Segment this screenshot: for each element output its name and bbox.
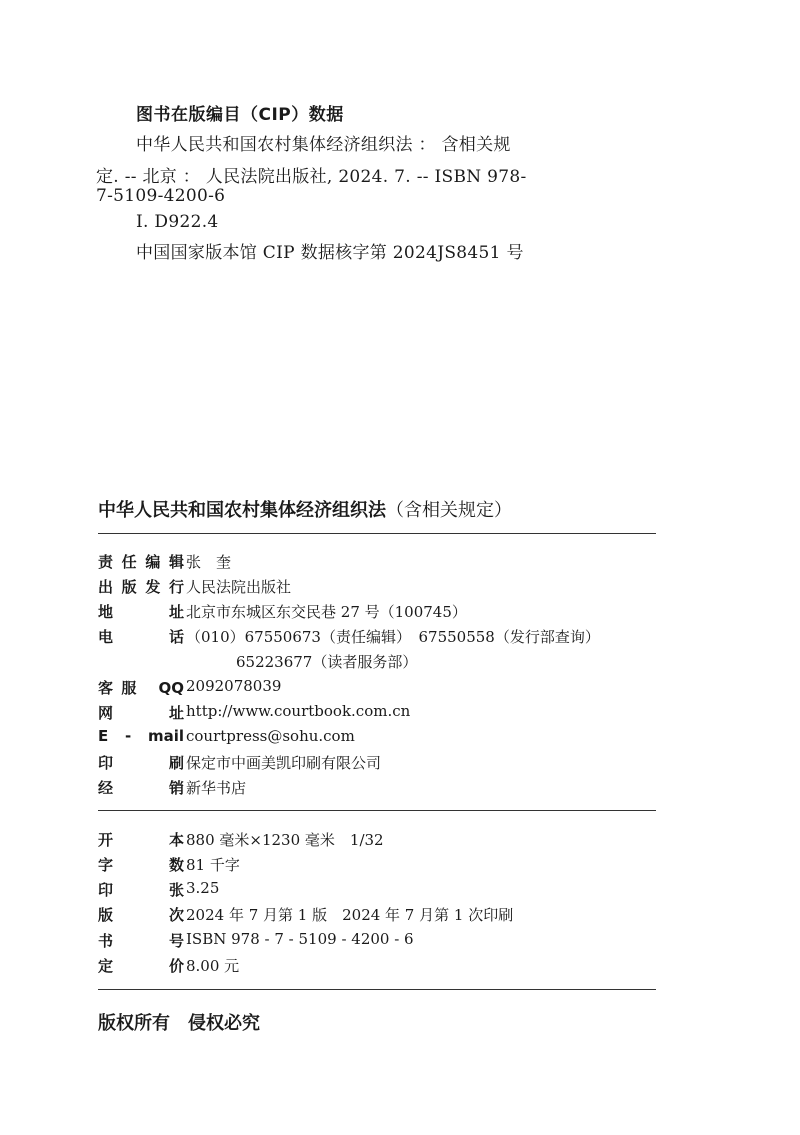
info-row-editor xyxy=(98,551,232,572)
info-row-distributor xyxy=(98,777,247,798)
qq-value: 2092078039 xyxy=(186,677,282,695)
book-title xyxy=(98,496,512,522)
cip-line-5: 中国国家版本馆 CIP 数据核字第 2024JS8451 号 xyxy=(136,243,524,263)
price-value: 8.00 元 xyxy=(186,957,240,975)
cip-line-1: 中华人民共和国农村集体经济组织法 ： 含相关规 xyxy=(136,135,511,155)
price-label: 定 价 xyxy=(98,957,184,975)
address-label: 地 址 xyxy=(98,603,184,621)
info-row-phone xyxy=(98,626,600,647)
publisher-label: 出版发行 xyxy=(98,578,184,596)
distributor-value: 新华书店 xyxy=(186,779,247,797)
printer-value: 保定市中画美凯印刷有限公司 xyxy=(186,754,382,772)
sheets-label: 印 张 xyxy=(98,881,184,899)
spec-row-edition xyxy=(98,904,514,925)
spec-row-sheets xyxy=(98,879,220,900)
editor-value: 张 奎 xyxy=(186,553,232,571)
copyright-notice: 版权所有 侵权必究 xyxy=(98,1013,260,1034)
isbn-label: 书 号 xyxy=(98,932,184,950)
spec-row-format xyxy=(98,829,384,850)
divider-bottom xyxy=(98,989,656,990)
email-label: E - mail xyxy=(98,727,184,745)
cip-line-3: 7-5109-4200-6 xyxy=(96,186,226,206)
sheets-value: 3.25 xyxy=(186,879,220,897)
words-label: 字 数 xyxy=(98,856,184,874)
spec-row-isbn xyxy=(98,930,414,951)
info-row-address xyxy=(98,601,467,622)
phone-label: 电 话 xyxy=(98,628,184,646)
spec-row-words xyxy=(98,854,240,875)
cip-line-4: Ⅰ. D922.4 xyxy=(136,212,219,232)
website-label: 网 址 xyxy=(98,704,184,722)
printer-label: 印 刷 xyxy=(98,754,184,772)
cip-heading: 图书在版编目（CIP）数据 xyxy=(136,105,344,125)
phone-value-2: 65223677（读者服务部） xyxy=(236,653,418,671)
info-row-printer xyxy=(98,752,382,773)
book-title-main: 中华人民共和国农村集体经济组织法 xyxy=(98,500,386,521)
publisher-value: 人民法院出版社 xyxy=(186,578,292,596)
phone-value-1: （010）67550673（责任编辑） 67550558（发行部查询） xyxy=(186,628,600,646)
edition-value: 2024 年 7 月第 1 版 2024 年 7 月第 1 次印刷 xyxy=(186,906,514,924)
distributor-label: 经 销 xyxy=(98,779,184,797)
qq-label: 客服 QQ xyxy=(98,679,184,697)
format-label: 开 本 xyxy=(98,831,184,849)
info-row-qq xyxy=(98,677,282,698)
format-value: 880 毫米×1230 毫米 1/32 xyxy=(186,831,384,849)
info-row-website xyxy=(98,702,411,723)
website-value: http://www.courtbook.com.cn xyxy=(186,702,411,720)
info-row-email xyxy=(98,727,355,745)
editor-label: 责任编辑 xyxy=(98,553,184,571)
book-subtitle: （含相关规定） xyxy=(386,500,512,521)
edition-label: 版 次 xyxy=(98,906,184,924)
words-value: 81 千字 xyxy=(186,856,240,874)
spec-row-price xyxy=(98,955,240,976)
cip-line-2: 定. -- 北京 ： 人民法院出版社, 2024. 7. -- ISBN 978- xyxy=(96,167,527,187)
address-value: 北京市东城区东交民巷 27 号（100745） xyxy=(186,603,467,621)
info-row-publisher xyxy=(98,576,292,597)
divider-top xyxy=(98,533,656,534)
divider-middle xyxy=(98,810,656,811)
isbn-value: ISBN 978 - 7 - 5109 - 4200 - 6 xyxy=(186,930,414,948)
email-value: courtpress@sohu.com xyxy=(186,727,355,745)
